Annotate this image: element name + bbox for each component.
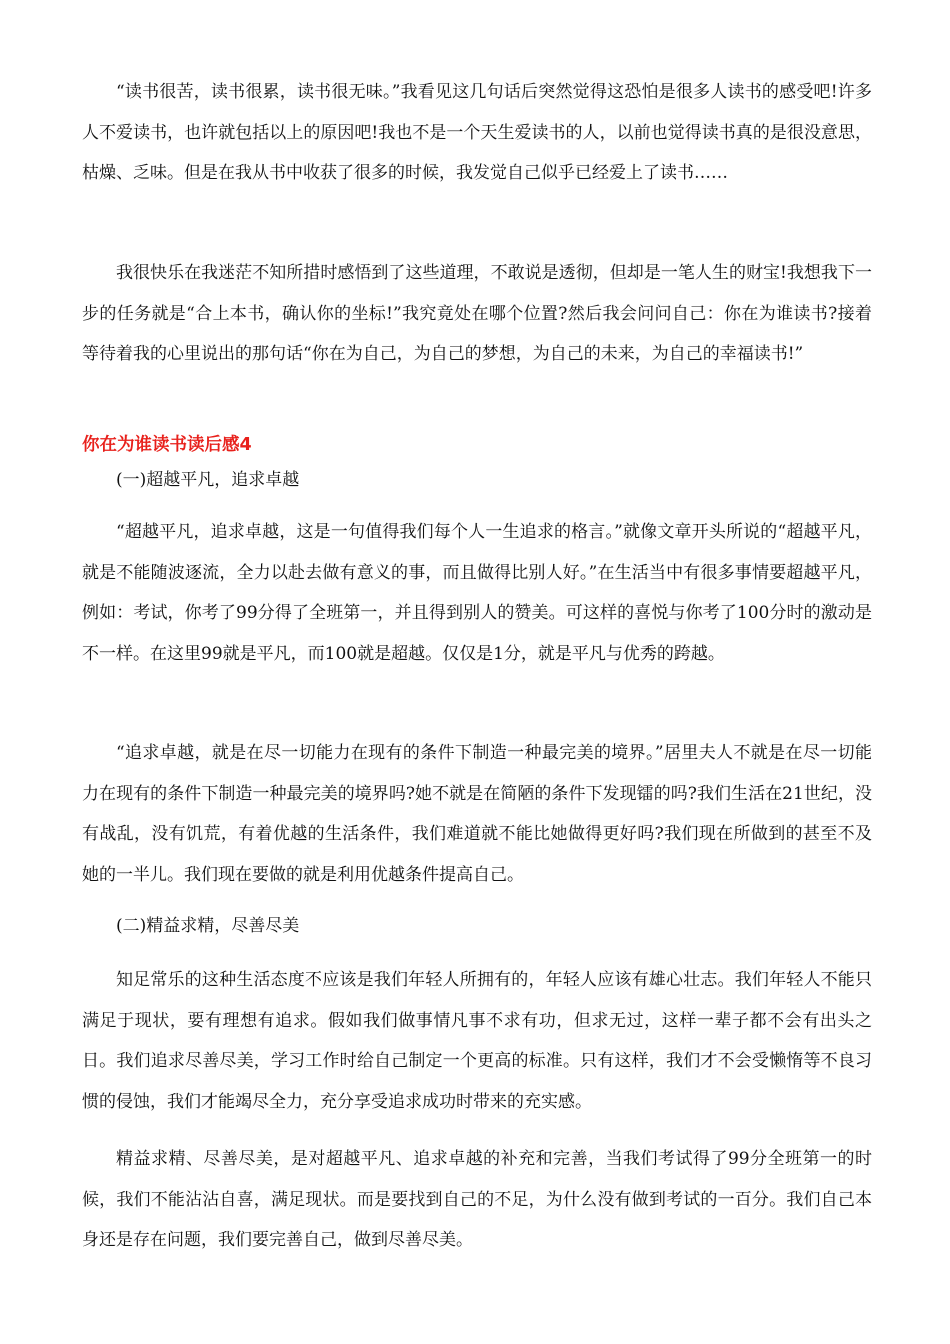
- paragraph-transcend-ordinary: “超越平凡，追求卓越，这是一句值得我们每个人一生追求的格言。”就像文章开头所说的“超越平凡，就是不能随波逐流，全力以赴去做有意义的事，而且做得比别人好。”在生活当中有很多事情要超越平凡，例如：考试，你考了99分得了全班第一，并且得到别人的赞美。可这样的喜悦与你考了100分时的激动是不一样。在这里99就是平凡，而100就是超越。仅仅是1分，就是平凡与优秀的跨越。: [82, 522, 872, 664]
- paragraph-strive-perfection: 精益求精、尽善尽美，是对超越平凡、追求卓越的补充和完善，当我们考试得了99分全班第一的时候，我们不能沾沾自喜，满足现状。而是要找到自己的不足，为什么没有做到考试的一百分。我们自己本身还是存在问题，我们要完善自己，做到尽善尽美。: [82, 1149, 872, 1250]
- paragraph-reading-feelings: “读书很苦，读书很累，读书很无味。”我看见这几句话后突然觉得这恐怕是很多人读书的感受吧!许多人不爱读书，也许就包括以上的原因吧!我也不是一个天生爱读书的人，以前也觉得读书真的是很没意思，枯燥、乏味。但是在我从书中收获了很多的时候，我发觉自己似乎已经爱上了读书……: [82, 82, 872, 183]
- subheading-strive-perfection: (二)精益求精，尽善尽美: [116, 916, 300, 936]
- paragraph-reading-purpose: 我很快乐在我迷茫不知所措时感悟到了这些道理，不敢说是透彻，但却是一笔人生的财宝!我想我下一步的任务就是“合上本书，确认你的坐标!”我究竟处在哪个位置?然后我会问问自己：你在为谁读书?接着等待着我的心里说出的那句话“你在为自己，为自己的梦想，为自己的未来，为自己的幸福读书!”: [82, 263, 872, 364]
- section-heading: 你在为谁读书读后感4: [82, 435, 252, 455]
- paragraph-contentment: 知足常乐的这种生活态度不应该是我们年轻人所拥有的，年轻人应该有雄心壮志。我们年轻人不能只满足于现状，要有理想有追求。假如我们做事情凡事不求有功，但求无过，这样一辈子都不会有出头之日。我们追求尽善尽美，学习工作时给自己制定一个更高的标准。只有这样，我们才不会受懒惰等不良习惯的侵蚀，我们才能竭尽全力，充分享受追求成功时带来的充实感。: [82, 970, 872, 1112]
- paragraph-pursue-excellence: “追求卓越，就是在尽一切能力在现有的条件下制造一种最完美的境界。”居里夫人不就是在尽一切能力在现有的条件下制造一种最完美的境界吗?她不就是在简陋的条件下发现镭的吗?我们生活在21世纪，没有战乱，没有饥荒，有着优越的生活条件，我们难道就不能比她做得更好吗?我们现在所做到的甚至不及她的一半儿。我们现在要做的就是利用优越条件提高自己。: [82, 743, 872, 885]
- subheading-transcend-ordinary: (一)超越平凡，追求卓越: [116, 470, 300, 490]
